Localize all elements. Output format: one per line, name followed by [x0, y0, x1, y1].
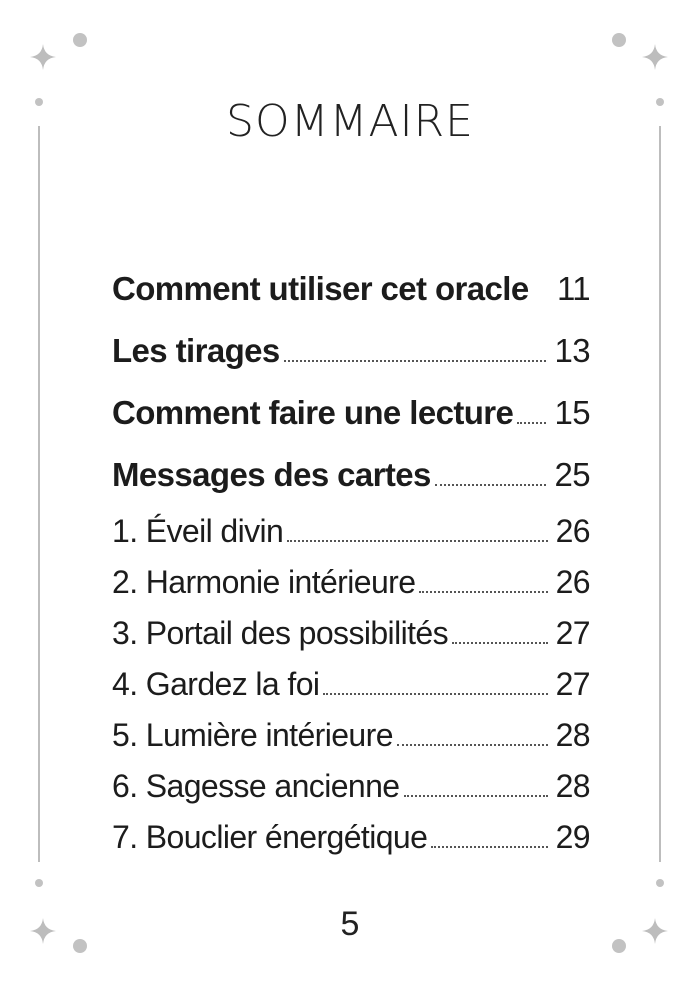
toc-entry-page: 15	[554, 394, 590, 431]
right-border-line	[659, 126, 661, 862]
toc-entry	[112, 382, 590, 444]
table-of-contents	[112, 258, 590, 863]
dot-leader	[287, 540, 547, 542]
dot-icon	[612, 33, 626, 47]
dot-icon	[35, 879, 43, 887]
toc-entry-label: Messages des cartes	[112, 456, 431, 493]
toc-entry-label: 4. Gardez la foi	[112, 666, 320, 702]
dot-icon	[73, 33, 87, 47]
toc-entry	[112, 258, 590, 320]
toc-entry-page: 26	[555, 564, 590, 600]
toc-entry-label: 6. Sagesse ancienne	[112, 768, 400, 804]
toc-entry-page: 13	[554, 332, 590, 369]
dot-leader	[431, 846, 547, 848]
toc-entry-label: 1. Éveil divin	[112, 513, 284, 549]
dot-leader	[323, 693, 547, 695]
toc-entry	[112, 659, 590, 710]
page-number: 5	[340, 905, 360, 943]
toc-entry	[112, 444, 590, 506]
dot-leader	[404, 795, 548, 797]
toc-entry-label: Comment utiliser cet oracle	[112, 270, 529, 307]
left-border-line	[38, 126, 40, 862]
dot-leader	[284, 360, 547, 362]
toc-entry-page: 28	[555, 717, 590, 753]
toc-entry-page: 29	[555, 819, 590, 855]
toc-entry-label: 7. Bouclier énergétique	[112, 819, 428, 855]
toc-entry	[112, 557, 590, 608]
toc-entry	[112, 320, 590, 382]
toc-entry-page: 27	[555, 615, 590, 651]
dot-leader	[419, 591, 547, 593]
toc-entry-label: Comment faire une lecture	[112, 394, 514, 431]
toc-entry-label: 5. Lumière intérieure	[112, 717, 393, 753]
toc-entry-page: 11	[556, 270, 590, 307]
toc-entry-page: 28	[555, 768, 590, 804]
toc-entry	[112, 506, 590, 557]
toc-entry-page: 26	[555, 513, 590, 549]
toc-entry-label: Les tirages	[112, 332, 280, 369]
sparkle-icon	[30, 44, 56, 70]
page-title: SOMMAIRE	[226, 96, 474, 147]
dot-leader	[517, 422, 546, 424]
dot-icon	[656, 879, 664, 887]
toc-entry-label: 3. Portail des possibilités	[112, 615, 448, 651]
toc-entry	[112, 812, 590, 863]
dot-leader	[435, 484, 547, 486]
toc-entry-label: 2. Harmonie intérieure	[112, 564, 416, 600]
dot-leader	[452, 642, 548, 644]
toc-entry-page: 27	[555, 666, 590, 702]
dot-leader	[397, 744, 548, 746]
toc-entry-page: 25	[554, 456, 590, 493]
toc-entry	[112, 710, 590, 761]
toc-entry	[112, 608, 590, 659]
sparkle-icon	[642, 44, 668, 70]
toc-entry	[112, 761, 590, 812]
